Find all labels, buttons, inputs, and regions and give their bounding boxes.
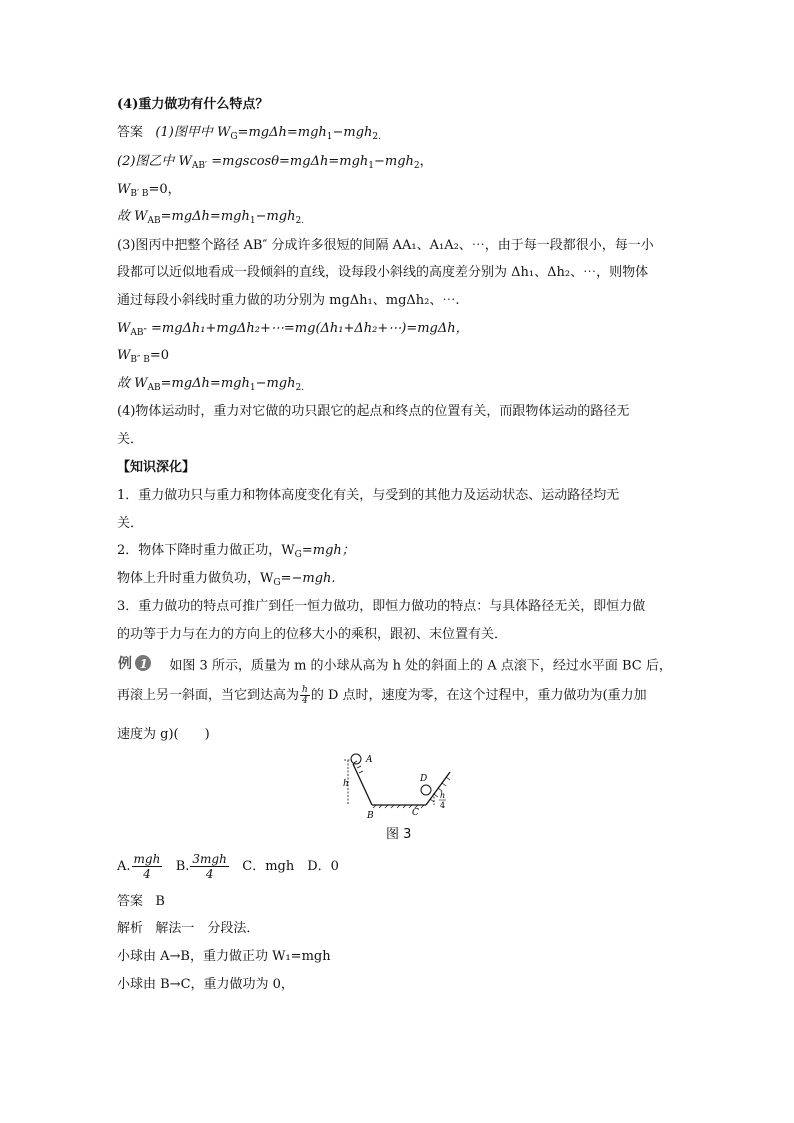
example-label: 例: [118, 656, 132, 672]
answer-line-4: 故 $W_{AB}=mg\Delta h=mgh_1-mgh_{2.}$: [117, 209, 305, 226]
knowledge-2-line-1: 2．物体下降时重力做正功，$W_G=mgh$；: [117, 543, 355, 560]
answer-4-line-1: (4)物体运动时，重力对它做的功只跟它的起点和终点的位置有关，而跟物体运动的路径无: [117, 404, 630, 419]
answer-3-line-4: $W_{AB''}$ =mgΔh₁+mgΔh₂+⋯=mg(Δh₁+Δh₂+⋯)=mgΔh，: [117, 321, 469, 338]
question-4: (4)重力做功有什么特点？: [117, 97, 269, 112]
answer-line-2: (2)图乙中 $W_{AB'} =mgscos\theta=mg\Delta h=mgh_1-mgh_2$，: [117, 154, 433, 171]
label-d: D: [420, 774, 428, 784]
answer-3-line-2: 段都可以近似地看成一段倾斜的直线，设每段小斜线的高度差分别为 Δh₁、Δh₂、⋯，则物体: [117, 265, 649, 280]
label-h4-den: 4: [440, 801, 446, 810]
answer-line-3: $W_{B' B}=0$，: [117, 182, 181, 199]
option-a[interactable]: A. $\frac{\text{mgh}}{4}$: [117, 852, 161, 881]
answer-4-line-2: 关．: [117, 432, 144, 447]
left-incline: [353, 764, 372, 805]
label-c: C: [412, 808, 419, 818]
answer-2: 答案 B: [117, 894, 165, 909]
figure-caption: 图 3: [386, 827, 412, 842]
answer-3-line-5: $W_{B'' B}=0$: [117, 348, 169, 365]
example-line-3: 速度为 g)( ): [117, 727, 210, 742]
knowledge-3-line-2: 的功等于力与在力的方向上的位移大小的乘积，跟初、末位置有关．: [117, 627, 508, 642]
options-line: [117, 852, 339, 882]
solution-step-2: 小球由 B→C，重力做功为 0，: [117, 977, 294, 992]
label-a: A: [366, 755, 373, 765]
example-badge: [117, 653, 157, 679]
solution-step-1: 小球由 A→B，重力做正功 W₁=mgh: [117, 949, 331, 964]
label-h: h: [343, 779, 349, 789]
fraction-h-over-4: $\frac{h}{4}$: [302, 685, 308, 706]
answer-line-1: 答案 (1)图甲中 $W_G=mg\Delta h=mgh_1-mgh_{2.}$: [117, 125, 382, 142]
option-b[interactable]: B. $\frac{\text{3mgh}}{4}$: [175, 852, 227, 881]
knowledge-3-line-1: 3．重力做功的特点可推广到任一恒力做功，即恒力做功的特点：与具体路径无关，即恒力做: [117, 599, 646, 614]
label-b: B: [367, 811, 374, 821]
answer-3-line-6: 故 $W_{AB}=mg\Delta h=mgh_1-mgh_{2.}$: [117, 376, 305, 393]
example-number: 1: [139, 657, 148, 671]
knowledge-2-line-2: 物体上升时重力做负功，$W_G=-mgh$.: [117, 571, 336, 588]
answer-3-line-3: 通过每段小斜线时重力做的功分别为 mgΔh₁、mgΔh₂、⋯.: [117, 293, 460, 308]
section-heading-deepening: 【知识深化】: [117, 460, 196, 475]
example-line-1: 例 1 如图 3 所示，质量为 m 的小球从高为 h 处的斜面上的 A 点滚下，经过水平面 BC 后，: [117, 653, 672, 679]
answer-3-line-1: (3)图丙中把整个路径 AB″ 分成许多很短的间隔 AA₁、A₁A₂、⋯，由于每一段都很小，每一小: [117, 238, 654, 253]
example-line-2: 再滚上另一斜面，当它到达高为 $\frac{h}{4}$ 的 D 点时，速度为零，在这个过程中，重力做功为(重力加: [117, 685, 647, 706]
ball-at-d: [421, 785, 431, 795]
ball-at-a: [351, 754, 361, 764]
label-h4-num: h: [440, 791, 446, 800]
knowledge-1-line-1: 1．重力做功只与重力和物体高度变化有关，与受到的其他力及运动状态、运动路径均无: [117, 488, 620, 503]
analysis-heading: 解析 解法一 分段法．: [117, 921, 260, 936]
knowledge-1-line-2: 关．: [117, 516, 144, 531]
options-c-d[interactable]: C．mgh D．0: [242, 859, 339, 874]
figure-3-diagram: [330, 750, 460, 822]
